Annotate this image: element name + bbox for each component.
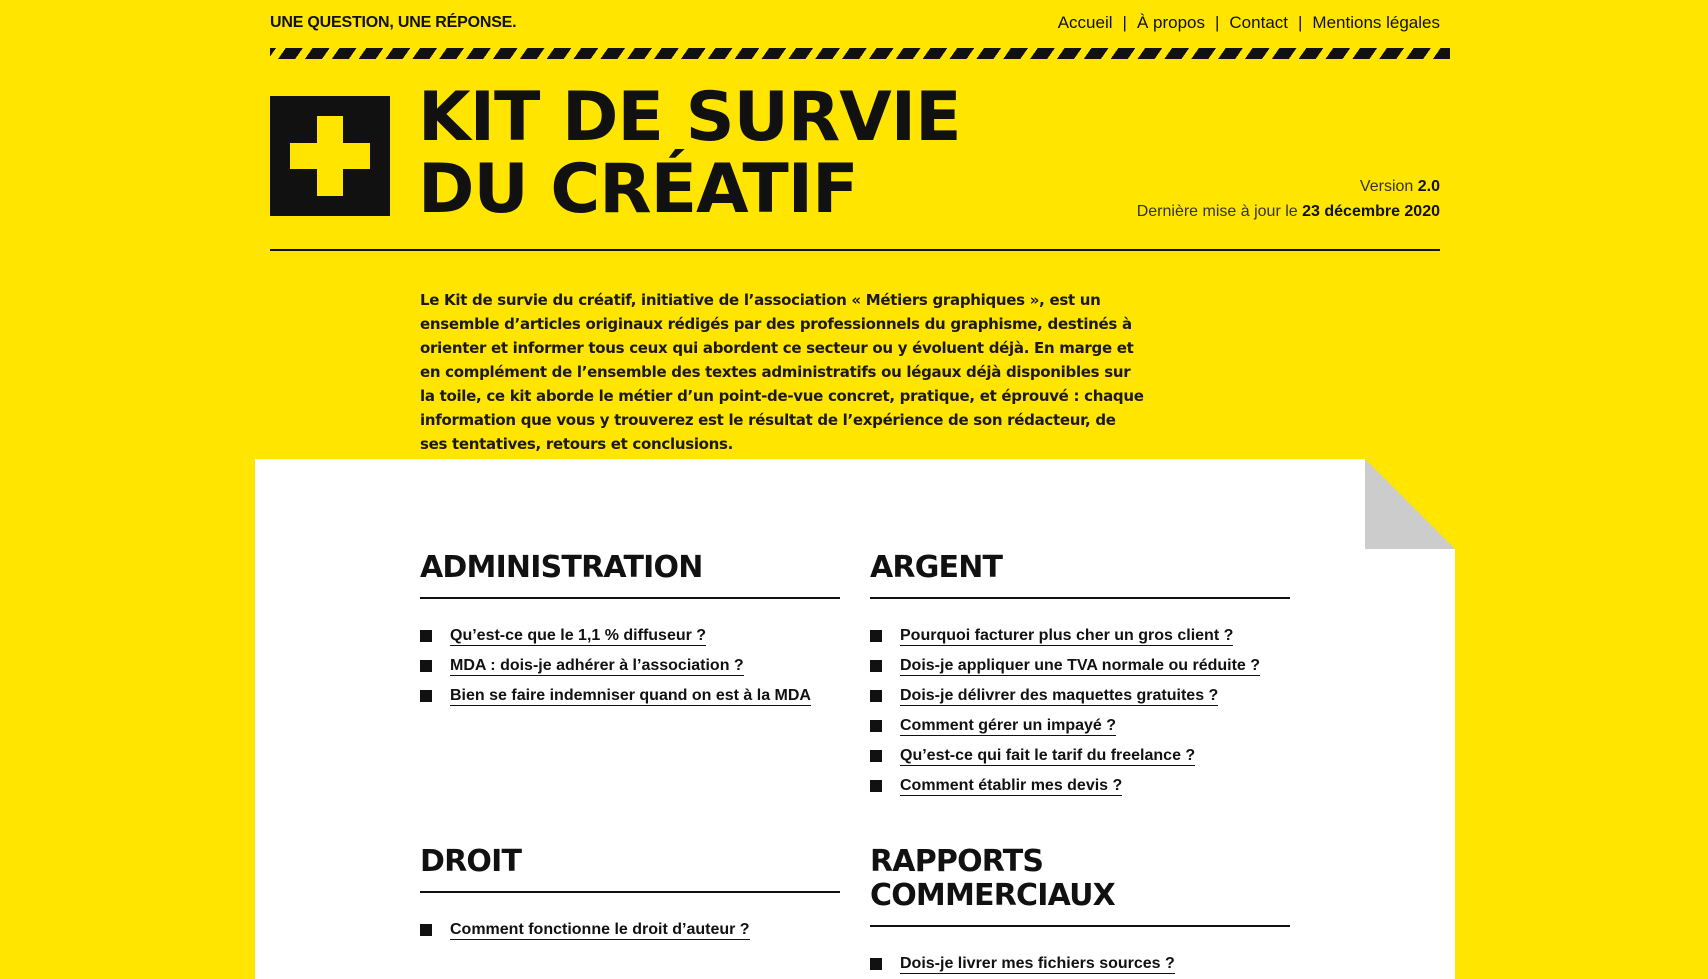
hazard-stripe-divider [270, 48, 1450, 59]
section-rapports-commerciaux [870, 845, 1290, 979]
article-link[interactable]: Dois-je appliquer une TVA normale ou réduite ? [900, 656, 1261, 674]
article-list [420, 621, 840, 711]
article-link[interactable]: Dois-je délivrer des maquettes gratuites ? [900, 686, 1219, 704]
header-divider [270, 249, 1440, 251]
page-fold-icon [1365, 459, 1455, 549]
list-item [870, 741, 1290, 771]
article-link[interactable]: Comment gérer un impayé ? [900, 716, 1117, 734]
square-bullet-icon [420, 924, 432, 936]
section-title: ARGENT [870, 551, 1290, 599]
list-item [420, 651, 840, 681]
square-bullet-icon [870, 780, 882, 792]
article-link[interactable]: MDA : dois-je adhérer à l’association ? [450, 656, 744, 674]
nav-link-mentions-legales[interactable]: Mentions légales [1312, 13, 1440, 32]
article-list [420, 915, 840, 945]
article-link[interactable]: Qu’est-ce que le 1,1 % diffuseur ? [450, 626, 707, 644]
last-update-line [1137, 199, 1440, 224]
nav-separator: | [1214, 13, 1220, 32]
first-aid-cross-icon[interactable] [270, 96, 390, 216]
nav-separator: | [1122, 13, 1127, 32]
list-item [870, 771, 1290, 801]
nav-link-contact[interactable]: Contact [1229, 13, 1288, 32]
site-title-line-2: DU CRÉATIF [418, 150, 858, 229]
list-item [420, 681, 840, 711]
section-title: ADMINISTRATION [420, 551, 840, 599]
section-title: DROIT [420, 845, 840, 893]
version-label: Version [1359, 178, 1414, 195]
square-bullet-icon [870, 630, 882, 642]
article-link[interactable]: Comment fonctionne le droit d’auteur ? [450, 920, 750, 938]
square-bullet-icon [870, 958, 882, 970]
site-tagline: UNE QUESTION, UNE RÉPONSE. [270, 14, 517, 31]
article-link[interactable]: Bien se faire indemniser quand on est à la MDA [450, 686, 811, 704]
version-line [1137, 174, 1440, 199]
article-link[interactable]: Dois-je livrer mes fichiers sources ? [900, 954, 1175, 972]
section-argent [870, 551, 1290, 801]
list-item [420, 621, 840, 651]
list-item [420, 915, 840, 945]
nav-separator: | [1298, 13, 1303, 32]
list-item [870, 711, 1290, 741]
square-bullet-icon [870, 750, 882, 762]
top-navigation [1058, 13, 1440, 33]
section-title: RAPPORTS COMMERCIAUX [870, 845, 1290, 927]
version-info [1137, 174, 1440, 224]
square-bullet-icon [420, 660, 432, 672]
square-bullet-icon [420, 630, 432, 642]
square-bullet-icon [870, 720, 882, 732]
list-item [870, 949, 1290, 979]
article-list [870, 621, 1290, 801]
site-title[interactable] [418, 78, 961, 229]
article-link[interactable]: Pourquoi facturer plus cher un gros client ? [900, 626, 1234, 644]
list-item [870, 651, 1290, 681]
square-bullet-icon [420, 690, 432, 702]
section-droit [420, 845, 840, 945]
site-title-line-1: KIT DE SURVIE [418, 78, 961, 157]
last-update-label: Dernière mise à jour le [1136, 203, 1298, 220]
article-link[interactable]: Comment établir mes devis ? [900, 776, 1123, 794]
last-update-date: 23 décembre 2020 [1302, 203, 1440, 220]
version-number: 2.0 [1417, 178, 1440, 195]
article-list [870, 949, 1290, 979]
list-item [870, 681, 1290, 711]
intro-paragraph: Le Kit de survie du créatif, initiative de l’association « Métiers graphiques », est un ensemble d’articles originaux rédigés par des professionnels du graphisme, destinés à orienter et informer tous ceux qui abordent ce secteur ou y évoluent déjà. En marge et en complément de l’ensemble des textes administratifs ou légaux déjà disponibles sur la toile, ce kit aborde le métier d’un point-de-vue concret, pratique, et éprouvé : chaque information que vous y trouverez est le résultat de l’expérience de son rédacteur, de ses tentatives, retours et conclusions. [420, 291, 1144, 453]
article-link[interactable]: Qu’est-ce qui fait le tarif du freelance ? [900, 746, 1196, 764]
square-bullet-icon [870, 690, 882, 702]
nav-link-a-propos[interactable]: À propos [1136, 13, 1205, 32]
square-bullet-icon [870, 660, 882, 672]
list-item [870, 621, 1290, 651]
nav-link-accueil[interactable]: Accueil [1057, 13, 1113, 32]
section-administration [420, 551, 840, 711]
